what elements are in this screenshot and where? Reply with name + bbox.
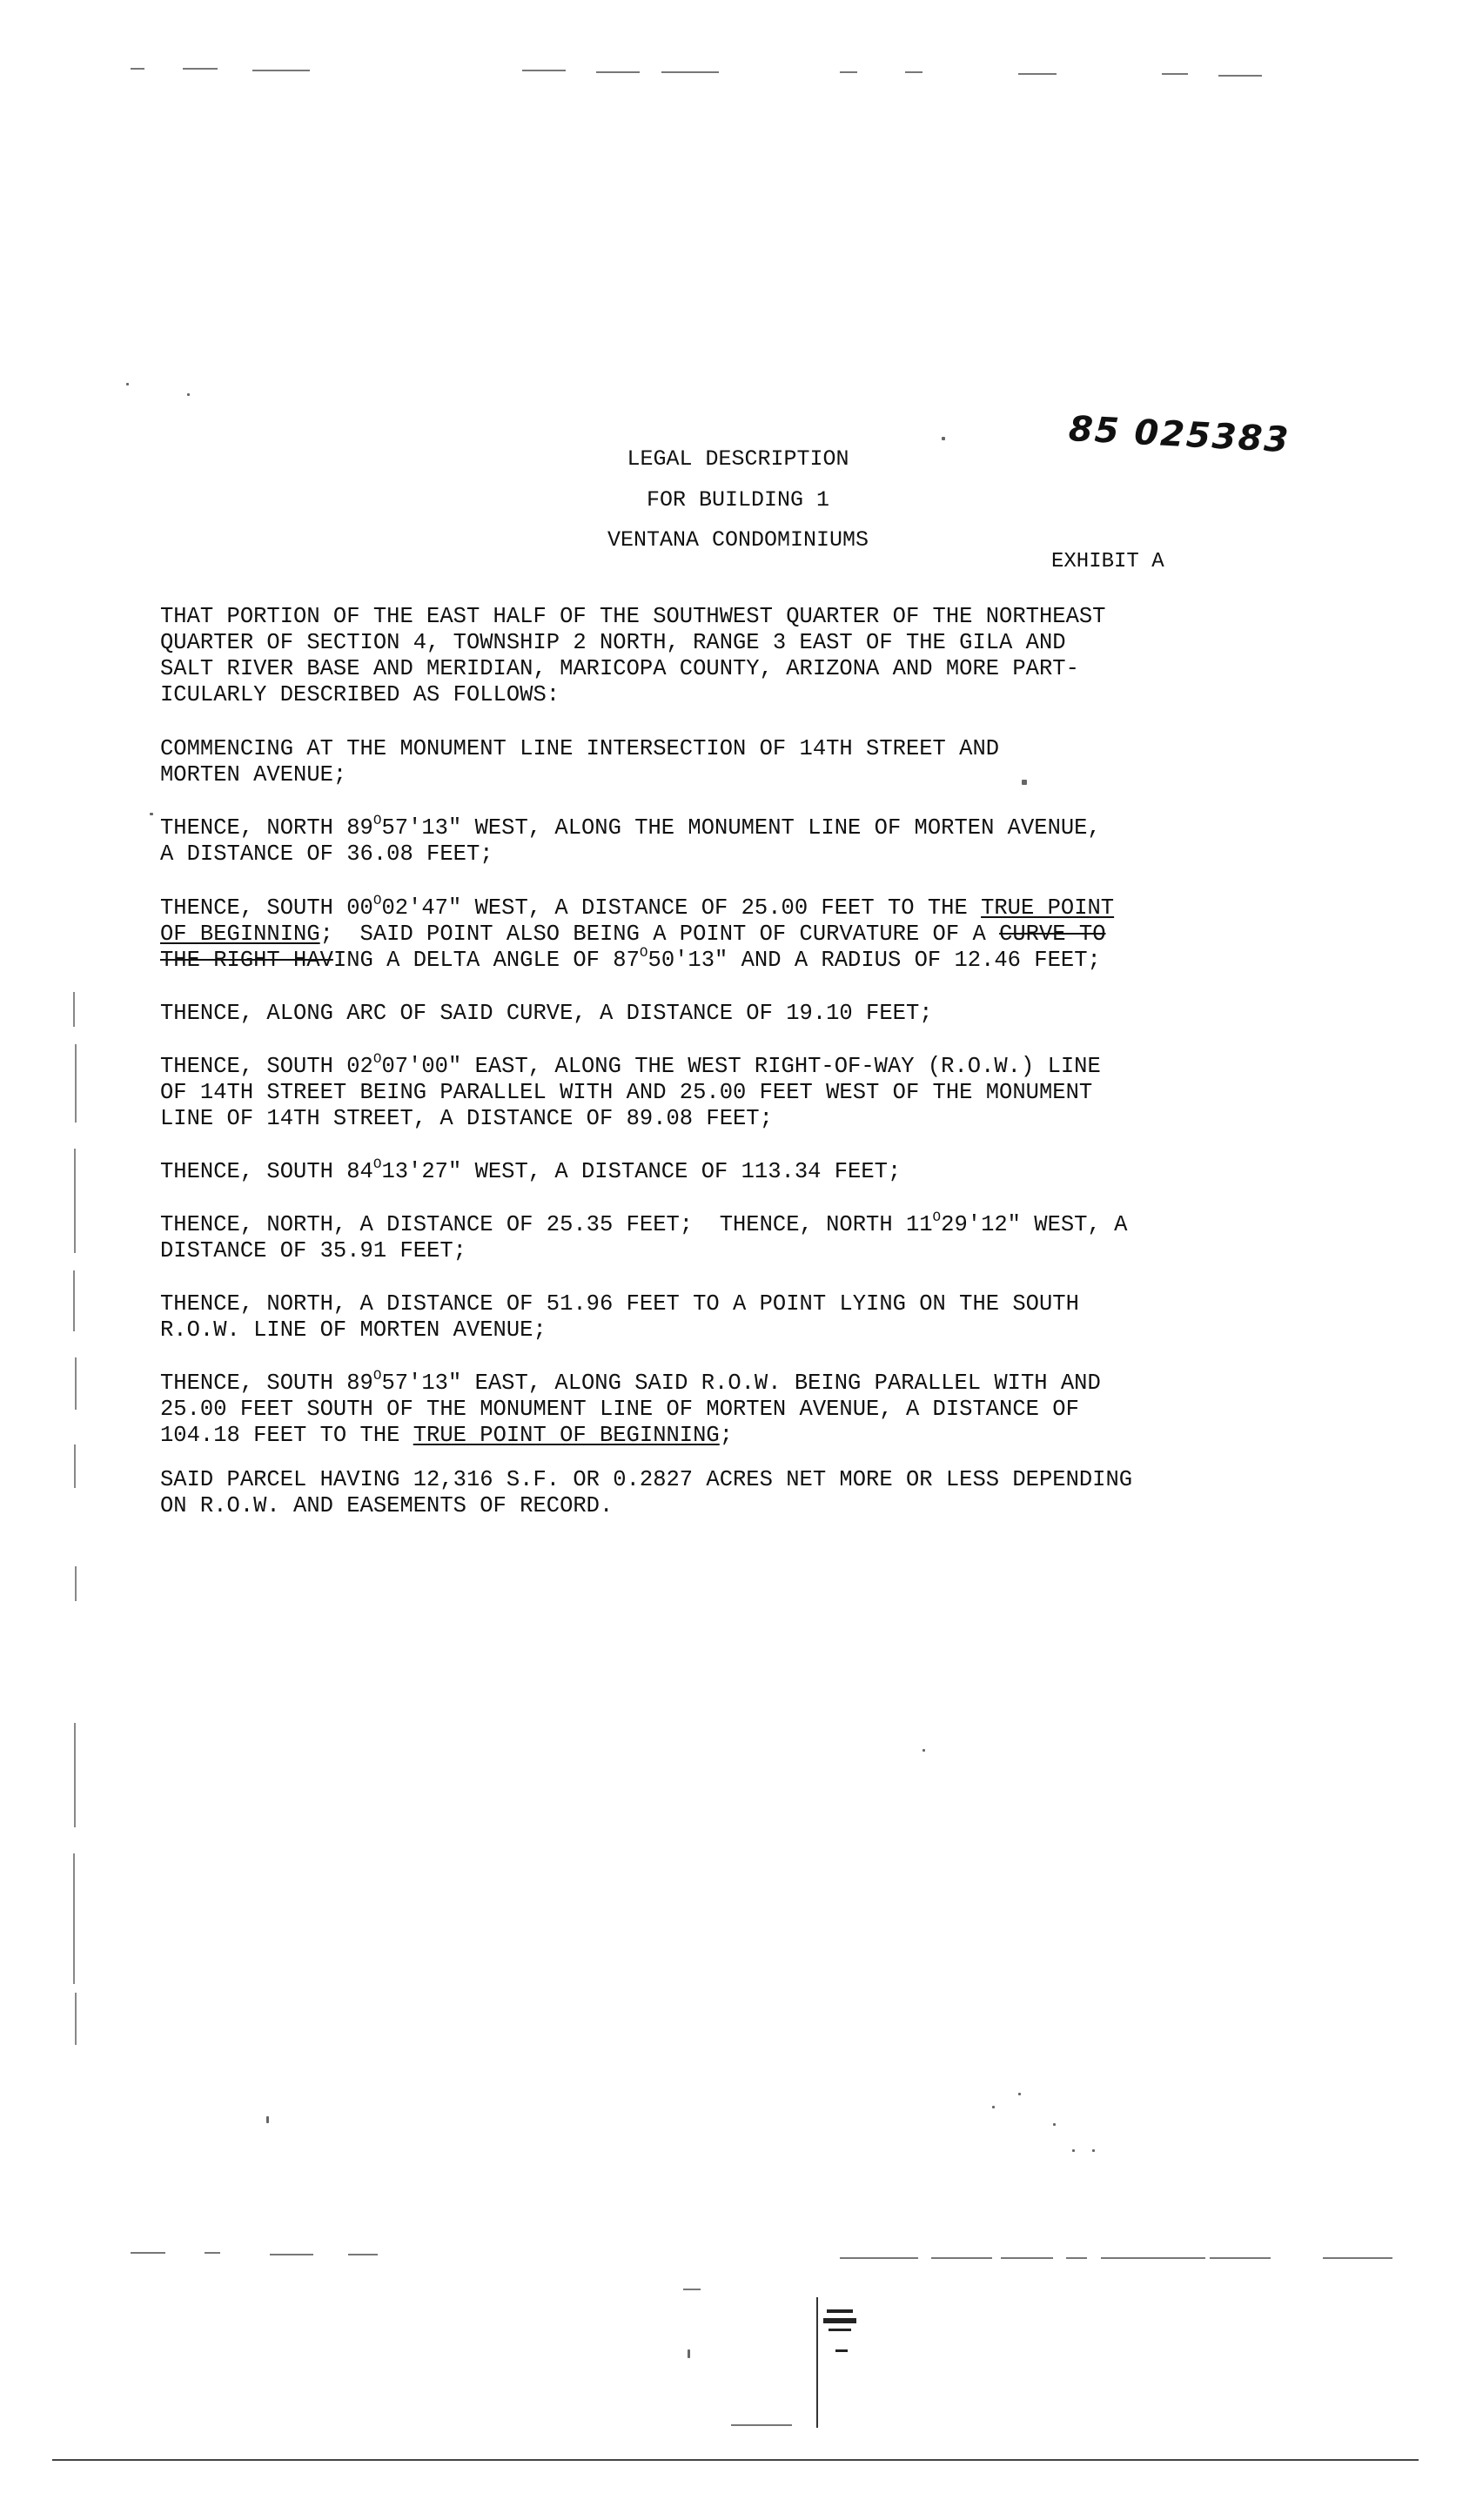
scan-artifact-top	[131, 68, 144, 70]
scan-artifact-bottom	[270, 2254, 313, 2255]
the-right-hav-struck: THE RIGHT HAV	[160, 948, 333, 973]
degree-mark: O	[372, 1051, 382, 1067]
scan-artifact-top	[905, 71, 922, 73]
scan-artifact-top	[1162, 73, 1188, 75]
degree-mark: O	[932, 1210, 942, 1225]
stamp-fragment-line	[816, 2297, 818, 2428]
scan-speck	[150, 813, 153, 815]
paragraph-portion: THAT PORTION OF THE EAST HALF OF THE SOUTHWEST QUARTER OF THE NORTHEAST QUARTER OF SECTION 4, TOWNSHIP 2 NORTH, RANGE 3 EAST OF THE GILA AND SALT RIVER BASE AND MERIDIAN, MARICOPA COUNTY, ARIZONA AND MORE PART- ICULARLY DESCRIBED AS FOLLOWS:	[160, 604, 1106, 707]
scan-artifact-bottom	[931, 2257, 992, 2259]
stamp-fragment-mark	[827, 2309, 853, 2313]
true-point-underlined: TRUE POINT	[981, 895, 1115, 921]
scan-artifact-top	[596, 71, 640, 73]
scan-artifact-left	[75, 1357, 77, 1410]
scan-artifact-bottom	[1001, 2257, 1053, 2259]
scan-speck	[688, 2349, 690, 2358]
scan-speck	[126, 383, 129, 385]
true-point-of-beginning-underlined: TRUE POINT OF BEGINNING	[413, 1423, 720, 1448]
degree-mark: O	[372, 893, 382, 908]
scan-artifact-left	[73, 992, 75, 1027]
paragraph-thence-6: THENCE, NORTH, A DISTANCE OF 51.96 FEET TO A POINT LYING ON THE SOUTH R.O.W. LINE OF MORTEN AVENUE;	[160, 1291, 1079, 1343]
paragraph-parcel: SAID PARCEL HAVING 12,316 S.F. OR 0.2827 ACRES NET MORE OR LESS DEPENDING ON R.O.W. AND EASEMENTS OF RECORD.	[160, 1467, 1133, 1518]
document-title-line-1: LEGAL DESCRIPTION	[627, 446, 849, 472]
degree-mark: O	[372, 1368, 382, 1384]
scan-artifact-top	[840, 71, 857, 73]
stamp-fragment-mark	[829, 2329, 851, 2331]
paragraph-thence-arc: THENCE, ALONG ARC OF SAID CURVE, A DISTANCE OF 19.10 FEET;	[160, 1001, 933, 1026]
scan-artifact-bottom	[731, 2424, 792, 2426]
paragraph-thence-1: THENCE, NORTH $89^O57'13$" WEST, ALONG THE MONUMENT LINE OF MORTEN AVENUE, A DISTANCE OF 36.08 FEET;	[160, 813, 1101, 867]
scan-artifact-top	[661, 71, 719, 73]
degree-mark: O	[639, 945, 648, 961]
scan-speck	[1018, 2093, 1021, 2095]
scan-speck	[266, 2116, 269, 2123]
scan-artifact-left	[74, 1723, 76, 1827]
scan-artifact-bottom	[131, 2252, 165, 2254]
stamp-fragment-mark	[823, 2318, 856, 2323]
paragraph-thence-5: THENCE, NORTH, A DISTANCE OF 25.35 FEET; THENCE, NORTH $11^O29'12$" WEST, A DISTANCE OF 35.91 FEET;	[160, 1210, 1128, 1263]
scan-artifact-left	[73, 1270, 75, 1331]
scan-artifact-top	[1018, 73, 1057, 75]
page-bottom-rule	[52, 2459, 1419, 2461]
curve-to-struck: CURVE TO	[999, 922, 1106, 947]
scan-artifact-left	[73, 1853, 75, 1984]
scan-speck	[187, 393, 190, 396]
scan-speck	[1053, 2123, 1056, 2126]
scan-speck	[942, 437, 945, 440]
paragraph-thence-7: THENCE, SOUTH $89^O57'13$" EAST, ALONG SAID R.O.W. BEING PARALLEL WITH AND 25.00 FEET SOUTH OF THE MONUMENT LINE OF MORTEN AVENUE, A DISTANCE OF 104.18 FEET TO THE TRUE POINT OF BEGINNING;	[160, 1368, 1101, 1448]
degree-mark: O	[372, 813, 382, 828]
paragraph-thence-3: THENCE, SOUTH $02^O07'00$" EAST, ALONG THE WEST RIGHT-OF-WAY (R.O.W.) LINE OF 14TH STREET BEING PARALLEL WITH AND 25.00 FEET WEST OF THE MONUMENT LINE OF 14TH STREET, A DISTANCE OF 89.08 FEET;	[160, 1051, 1101, 1131]
scan-artifact-bottom	[1101, 2257, 1205, 2259]
scan-artifact-top	[522, 70, 566, 71]
scan-artifact-left	[75, 1566, 77, 1601]
record-number: 85 025383	[1067, 409, 1292, 461]
degree-mark: O	[372, 1156, 382, 1172]
scan-speck	[1092, 2149, 1095, 2152]
stamp-fragment-mark	[835, 2349, 848, 2352]
scan-speck	[1072, 2149, 1075, 2152]
paragraph-commencing: COMMENCING AT THE MONUMENT LINE INTERSECTION OF 14TH STREET AND MORTEN AVENUE;	[160, 736, 1000, 788]
scan-artifact-bottom	[348, 2254, 378, 2255]
scan-artifact-bottom	[840, 2257, 918, 2259]
scan-speck	[922, 1749, 925, 1752]
scan-artifact-top	[252, 70, 310, 71]
paragraph-thence-4: THENCE, SOUTH $84^O13'27$" WEST, A DISTANCE OF 113.34 FEET;	[160, 1156, 902, 1184]
scan-artifact-top	[1218, 75, 1262, 77]
of-beginning-underlined: OF BEGINNING	[160, 922, 320, 947]
scan-artifact-bottom	[1323, 2257, 1392, 2259]
scan-artifact-left	[74, 1444, 76, 1488]
scan-artifact-bottom	[683, 2289, 701, 2290]
scan-artifact-left	[75, 1993, 77, 2045]
scan-speck	[992, 2106, 995, 2108]
document-title-line-3: VENTANA CONDOMINIUMS	[607, 527, 869, 553]
document-title-line-2: FOR BUILDING 1	[646, 487, 830, 513]
paragraph-thence-2: THENCE, SOUTH $00^O02'47$" WEST, A DISTANCE OF 25.00 FEET TO THE TRUE POINT OF BEGINNING; SAID POINT ALSO BEING A POINT OF CURVATURE OF A CURVE TO THE RIGHT HAVING A DELTA ANGLE OF $87^O50'13$" AND A RADIUS OF 12.46 FEET;	[160, 893, 1115, 973]
scan-artifact-bottom	[1210, 2257, 1271, 2259]
scan-artifact-top	[183, 68, 218, 70]
scan-artifact-left	[75, 1044, 77, 1123]
scan-artifact-bottom	[1066, 2257, 1087, 2259]
scan-artifact-bottom	[205, 2252, 220, 2254]
exhibit-label: EXHIBIT A	[1051, 550, 1164, 573]
scan-artifact-left	[74, 1149, 76, 1253]
